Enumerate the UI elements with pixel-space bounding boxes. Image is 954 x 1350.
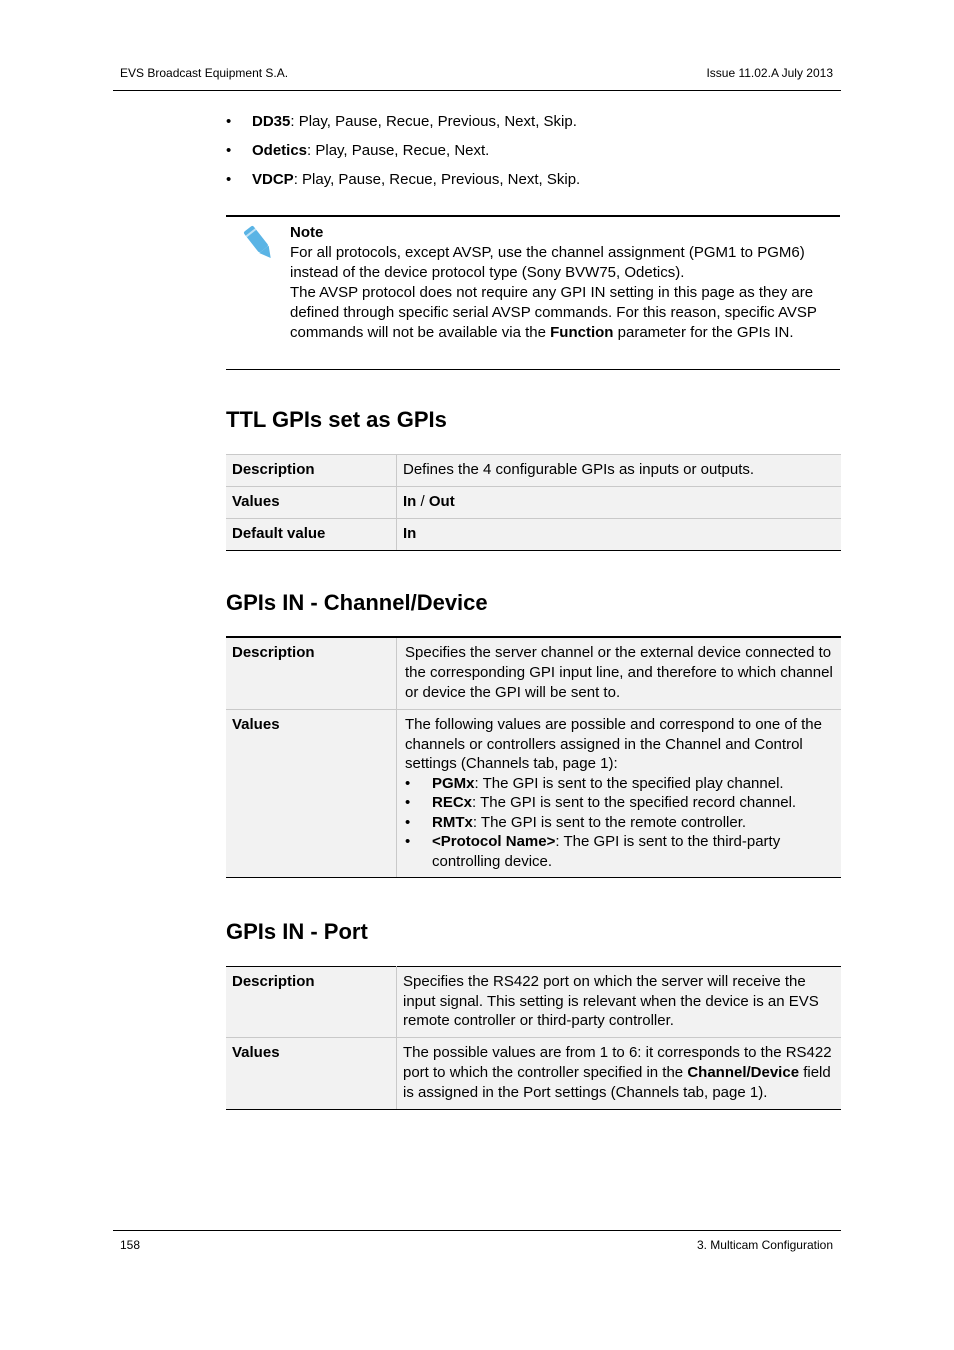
value-sep: /	[416, 493, 429, 510]
list-item: • RECx: The GPI is sent to the specified record channel.	[405, 794, 797, 811]
note-box	[226, 215, 840, 370]
row-label: Values	[226, 487, 397, 519]
table-row	[226, 967, 841, 1038]
list-item: • DD35: Play, Pause, Recue, Previous, Next, Skip.	[226, 113, 577, 130]
values-intro: The following values are possible and correspond to one of the channels or controllers assigned in the Channel and Control settings (Channels tab, page 1):	[405, 716, 822, 772]
item-term: PGMx	[432, 774, 475, 792]
header-rule	[113, 90, 841, 91]
item-text: : The GPI is sent to the specified play channel.	[474, 774, 784, 792]
table-row	[226, 455, 841, 487]
note-text-part: The AVSP protocol does not require any GPI IN setting in this page as they are defined through specific serial AVSP commands. For this reason, specific AVSP commands will not be available via the	[290, 284, 817, 342]
ttl-table	[226, 454, 841, 551]
bullet-text: : Play, Pause, Recue, Previous, Next, Skip.	[290, 113, 577, 130]
row-value	[397, 1037, 842, 1110]
values-list	[405, 774, 835, 872]
row-label: Values	[226, 710, 397, 878]
item-term: RECx	[432, 794, 473, 811]
value-out: Out	[428, 493, 455, 510]
header-right: Issue 11.02.A July 2013	[706, 66, 833, 80]
channel-table	[226, 636, 841, 878]
pencil-icon	[242, 223, 276, 263]
list-item: • VDCP: Play, Pause, Recue, Previous, Next, Skip.	[226, 171, 581, 188]
table-row	[226, 637, 841, 710]
row-label: Description	[226, 455, 397, 487]
note-paragraph	[290, 283, 836, 343]
item-term: <Protocol Name>	[432, 833, 556, 850]
header-left: EVS Broadcast Equipment S.A.	[120, 66, 289, 80]
section-title-channel: GPIs IN - Channel/Device	[226, 590, 488, 615]
protocol-list	[226, 112, 846, 199]
bullet-term: VDCP	[252, 171, 294, 188]
row-value	[397, 710, 842, 878]
note-title: Note	[290, 224, 324, 241]
section-title-port: GPIs IN - Port	[226, 919, 368, 944]
section-title-ttl: TTL GPIs set as GPIs	[226, 407, 447, 432]
bullet-term: Odetics	[252, 142, 308, 159]
footer-rule	[113, 1230, 841, 1231]
note-paragraph: For all protocols, except AVSP, use the channel assignment (PGM1 to PGM6) instead of the device protocol type (Sony BVW75, Odetics).	[290, 244, 805, 282]
item-term: RMTx	[432, 813, 473, 831]
table-row	[226, 487, 841, 519]
note-text	[290, 223, 836, 344]
page-number: 158	[120, 1238, 141, 1252]
table-row	[226, 519, 841, 551]
values-term: Channel/Device	[687, 1063, 800, 1081]
values-text: field is assigned in the Port settings (Channels tab, page 1).	[403, 1063, 831, 1102]
row-value: Defines the 4 configurable GPIs as inputs or outputs.	[397, 455, 842, 487]
row-value: Specifies the server channel or the external device connected to the corresponding GPI input line, and therefore to which channel or device the GPI will be sent to.	[397, 637, 842, 710]
list-item: • PGMx: The GPI is sent to the specified play channel.	[405, 774, 784, 792]
bullet-text: : Play, Pause, Recue, Previous, Next, Skip.	[293, 171, 581, 188]
list-item: • <Protocol Name>: The GPI is sent to the third-party controlling device.	[405, 833, 781, 870]
table-row	[226, 1037, 841, 1110]
note-text-part: parameter for the GPIs IN.	[613, 324, 794, 342]
values-text: The possible values are from 1 to 6: it corresponds to the RS422 port to which the controller specified in the	[403, 1043, 832, 1081]
row-label: Values	[226, 1037, 397, 1110]
item-text: : The GPI is sent to the specified record channel.	[472, 794, 797, 811]
port-table	[226, 966, 841, 1110]
row-label: Description	[226, 967, 397, 1038]
row-value: In	[397, 519, 842, 551]
value-in: In	[403, 493, 417, 510]
row-value	[397, 487, 842, 519]
note-term: Function	[550, 324, 614, 342]
row-label: Default value	[226, 519, 397, 551]
bullet-term: DD35	[252, 113, 291, 130]
list-item: • Odetics: Play, Pause, Recue, Next.	[226, 142, 490, 159]
item-text: : The GPI is sent to the remote controller.	[472, 813, 747, 831]
list-item: • RMTx: The GPI is sent to the remote controller.	[405, 813, 747, 831]
row-value: Specifies the RS422 port on which the server will receive the input signal. This setting is relevant when the device is an EVS remote controller or third-party controller.	[397, 967, 842, 1038]
table-row	[226, 710, 841, 878]
row-label: Description	[226, 637, 397, 710]
bullet-text: : Play, Pause, Recue, Next.	[307, 142, 490, 159]
item-text: : The GPI is sent to the third-party controlling device.	[432, 833, 781, 870]
chapter-title: 3. Multicam Configuration	[696, 1238, 833, 1252]
